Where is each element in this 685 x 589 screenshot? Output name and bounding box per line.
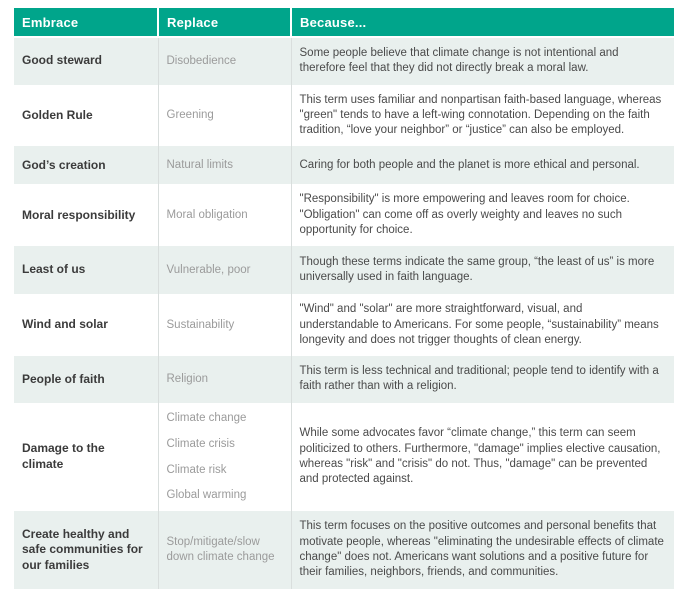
table-row — [14, 246, 674, 294]
table-header — [14, 8, 674, 37]
replace-cell — [158, 146, 291, 184]
embrace-cell: Golden Rule — [14, 85, 158, 147]
embrace-cell: Moral responsibility — [14, 184, 158, 246]
embrace-replace-because-table — [14, 8, 674, 589]
embrace-cell: Create healthy and safe communities for our families — [14, 511, 158, 588]
replace-cell — [158, 294, 291, 356]
because-cell: This term is less technical and traditional; people tend to identify with a faith rather than with a religion. — [291, 356, 674, 403]
replace-term: Global warming — [166, 489, 247, 502]
because-cell: Though these terms indicate the same group, “the least of us” is more universally used in faith language. — [291, 246, 674, 294]
table-row — [14, 37, 674, 85]
replace-term: Moral obligation — [166, 208, 248, 221]
because-cell: Caring for both people and the planet is more ethical and personal. — [291, 146, 674, 184]
embrace-cell: God’s creation — [14, 146, 158, 184]
replace-cell — [158, 37, 291, 85]
table-row — [14, 403, 674, 512]
replace-term: Disobedience — [166, 54, 237, 67]
replace-term: Climate crisis — [166, 437, 235, 450]
replace-term: Religion — [166, 372, 209, 385]
embrace-cell: People of faith — [14, 356, 158, 403]
replace-cell — [158, 85, 291, 147]
table-body — [14, 37, 674, 589]
table-row — [14, 294, 674, 356]
because-cell: Some people believe that climate change is not intentional and therefore feel that they did not directly break a moral law. — [291, 37, 674, 85]
replace-term: Vulnerable, poor — [166, 263, 251, 276]
because-cell: "Wind" and "solar" are more straightforward, visual, and understandable to Americans. For some people, “sustainability” means longevity and does not trigger thoughts of clean energy. — [291, 294, 674, 356]
header-row — [14, 8, 674, 37]
replace-cell — [158, 184, 291, 246]
embrace-replace-table-container — [14, 8, 674, 589]
because-cell: This term uses familiar and nonpartisan faith-based language, whereas "green" tends to have a left-wing connotation. Depending on the faith tradition, “love your neighbor” or “justice” can also be employed. — [291, 85, 674, 147]
table-row — [14, 356, 674, 403]
replace-term: Greening — [166, 109, 214, 122]
replace-cell — [158, 356, 291, 403]
because-cell: While some advocates favor “climate change,” this term can seem politicized to others. Furthermore, "damage" implies elective causation, whereas "risk" and "crisis" do not. Thus, "damage" can be prevented and protected against. — [291, 403, 674, 512]
table-row — [14, 85, 674, 147]
embrace-cell: Good steward — [14, 37, 158, 85]
replace-cell — [158, 403, 291, 512]
because-cell: This term focuses on the positive outcomes and personal benefits that motivate people, whereas "eliminating the undesirable effects of climate change" does not. Americans want solutions and a positive future for their families, neighbors, friends, and communities. — [291, 511, 674, 588]
replace-term: Climate change — [166, 411, 247, 424]
header-embrace: Embrace — [14, 8, 158, 37]
header-replace: Replace — [158, 8, 291, 37]
embrace-cell: Wind and solar — [14, 294, 158, 356]
table-row — [14, 184, 674, 246]
table-row — [14, 146, 674, 184]
replace-term: Natural limits — [166, 158, 233, 171]
embrace-cell: Damage to the climate — [14, 403, 158, 512]
replace-cell — [158, 511, 291, 588]
header-because: Because... — [291, 8, 674, 37]
replace-term: Climate risk — [166, 463, 227, 476]
replace-cell — [158, 246, 291, 294]
replace-term: Sustainability — [166, 318, 235, 331]
because-cell: "Responsibility" is more empowering and leaves room for choice. "Obligation" can come off as overly weighty and leaves no such opportunity for choice. — [291, 184, 674, 246]
embrace-cell: Least of us — [14, 246, 158, 294]
replace-term: Stop/mitigate/slow down climate change — [166, 536, 275, 563]
table-row — [14, 511, 674, 588]
